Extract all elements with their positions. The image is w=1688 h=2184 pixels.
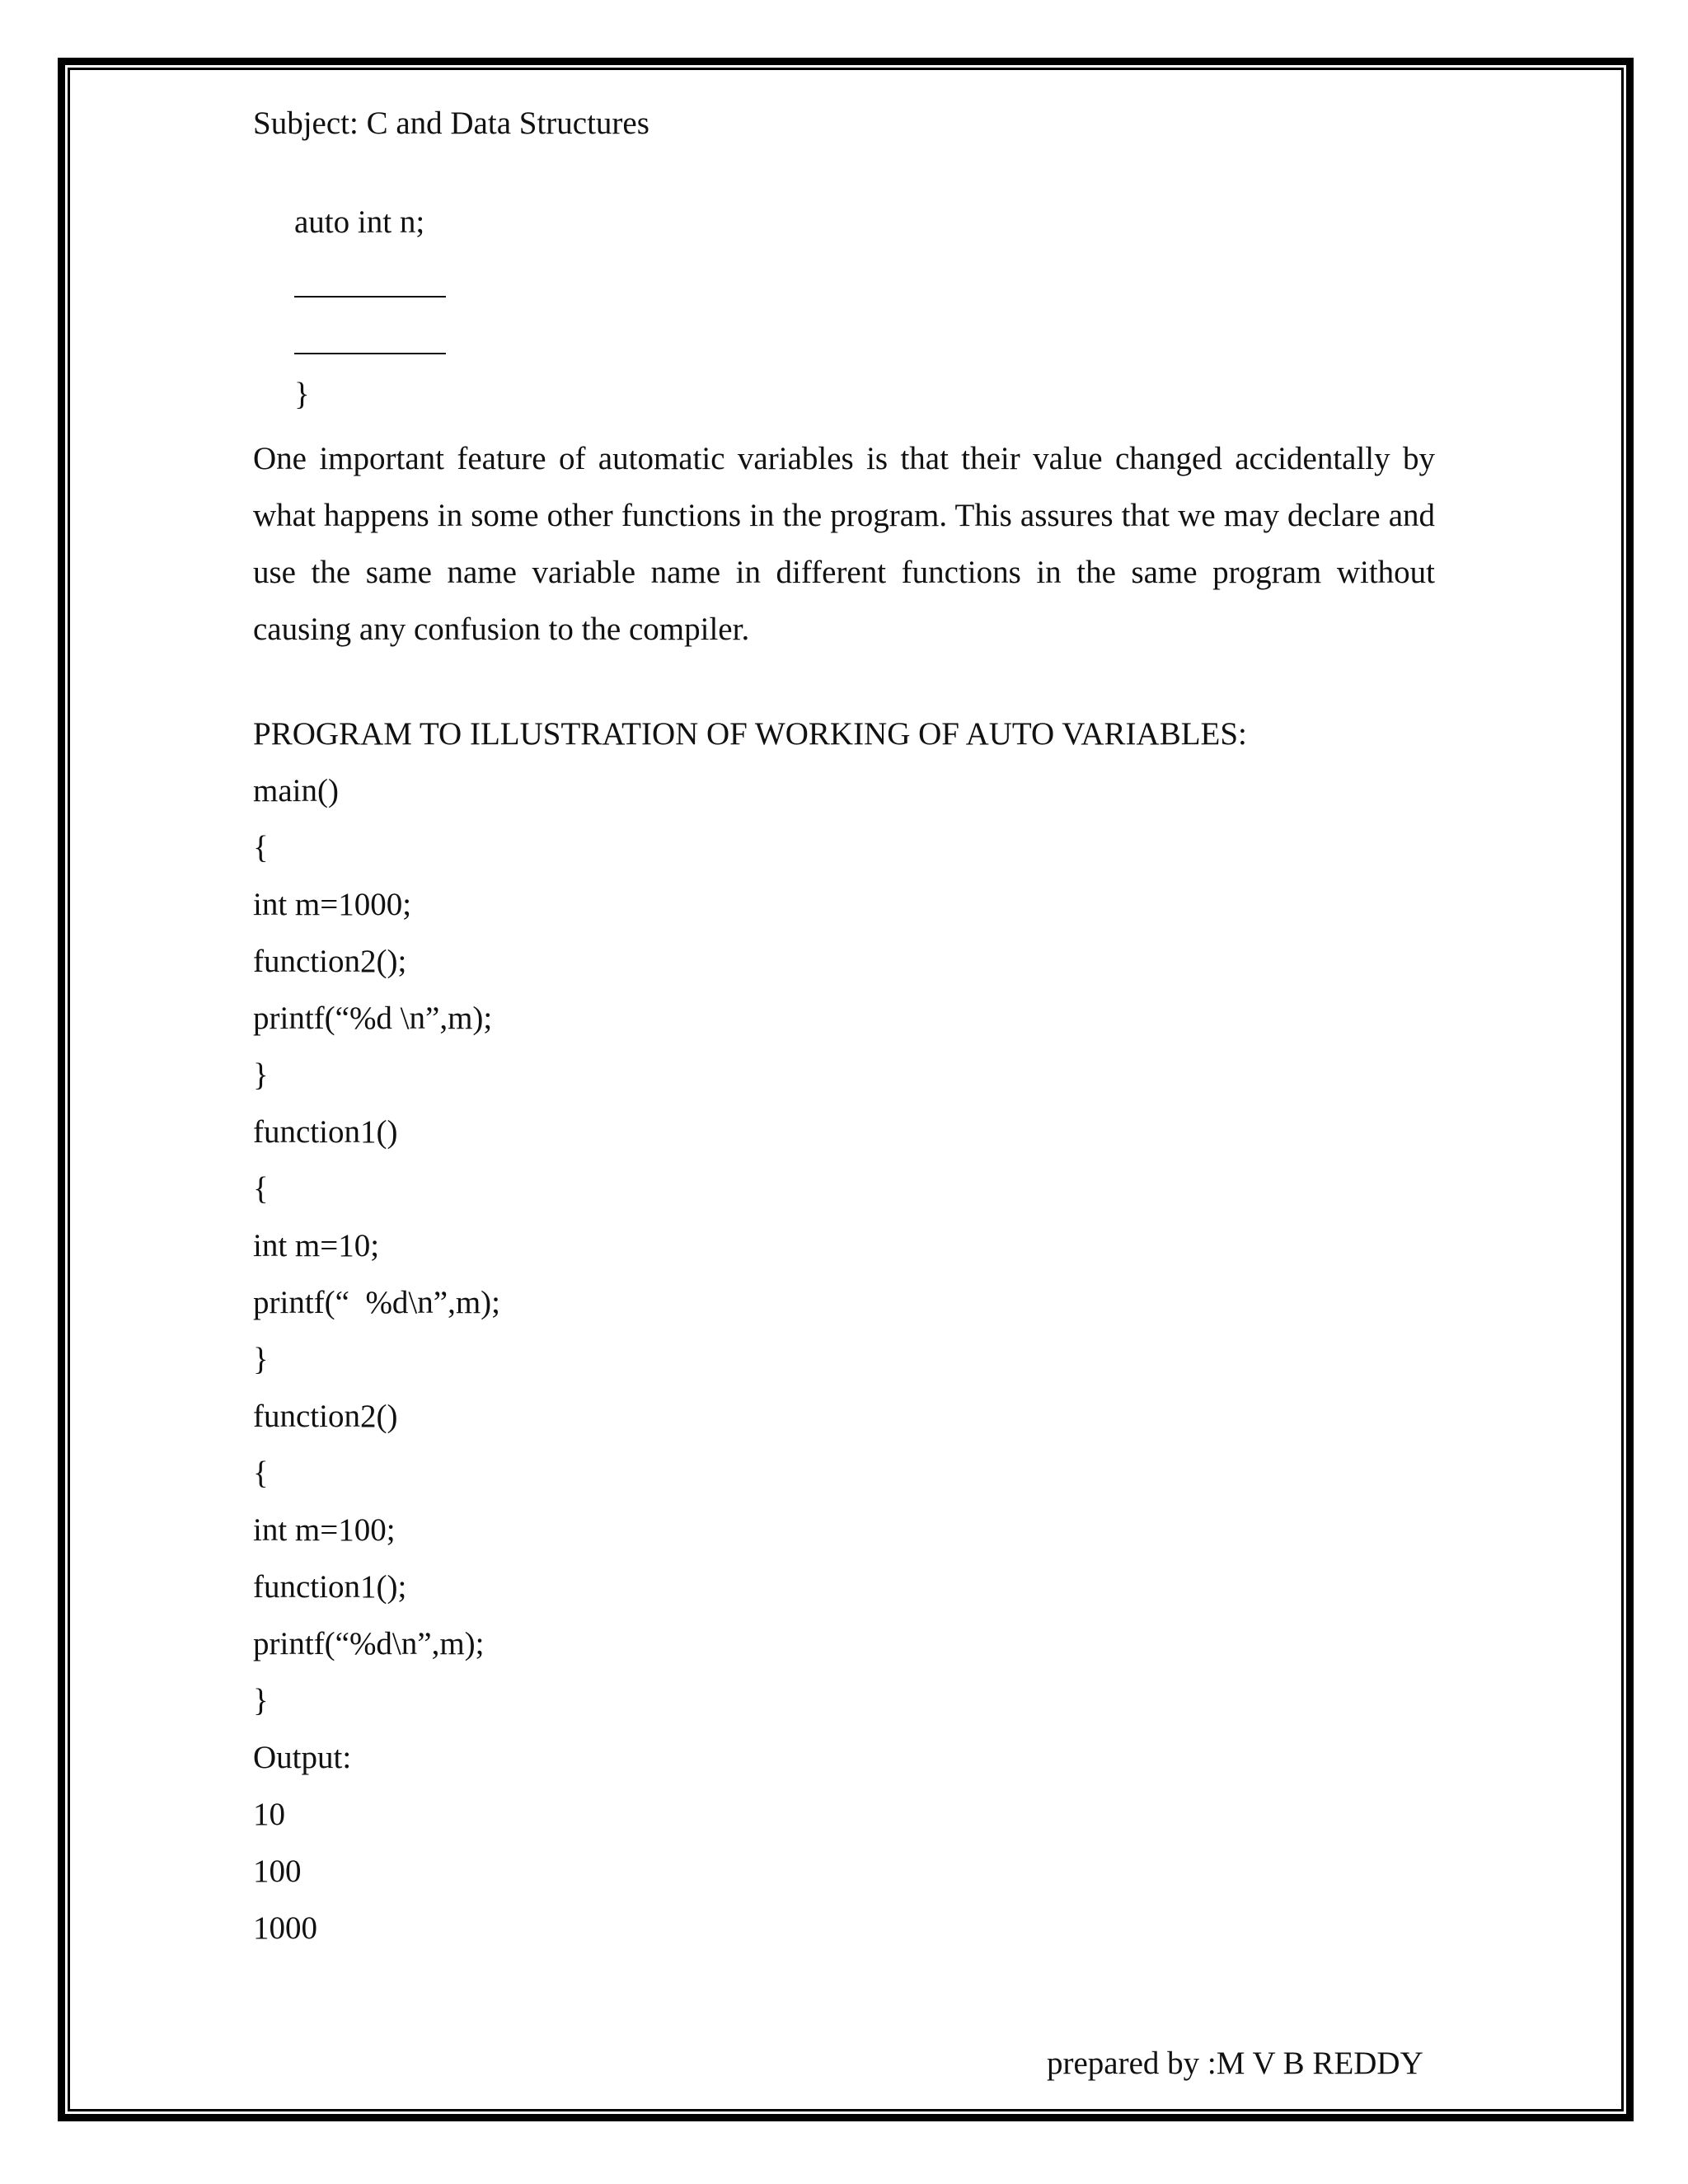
code-line: main() — [253, 773, 339, 808]
explanation-paragraph: One important feature of automatic variables is that their value changed accidentally by what happens in some other functions in the program. This assures that we may declare and use the same name variable name in different functions in the same program without causing any confusion to the compiler. — [253, 441, 1435, 647]
code-line: { — [253, 830, 269, 865]
code-line: { — [253, 1171, 269, 1207]
code-line: int m=1000; — [253, 887, 412, 922]
code-line: printf(“%d\n”,m); — [253, 1626, 485, 1661]
code-line: } — [253, 1683, 269, 1718]
auto-declaration-line: auto int n; — [294, 204, 425, 240]
code-line: function1(); — [253, 1569, 407, 1605]
code-line: printf(“ %d\n”,m); — [253, 1285, 500, 1320]
output-value: 1000 — [253, 1910, 317, 1946]
code-line: int m=100; — [253, 1512, 396, 1548]
code-line: } — [253, 1342, 269, 1377]
page-border-inner — [68, 68, 1624, 2111]
code-line: int m=10; — [253, 1228, 380, 1263]
code-line: function2() — [253, 1399, 398, 1434]
blank-line-rule — [294, 296, 446, 298]
output-value: 100 — [253, 1854, 302, 1889]
code-line: { — [253, 1455, 269, 1491]
code-line: printf(“%d \n”,m); — [253, 1001, 493, 1036]
code-line: function2(); — [253, 944, 407, 979]
footer-credit: prepared by :M V B REDDY — [1047, 2046, 1423, 2081]
program-heading: PROGRAM TO ILLUSTRATION OF WORKING OF AUTO VARIABLES: — [253, 716, 1247, 752]
code-line: function1() — [253, 1114, 398, 1150]
blank-line-rule — [294, 353, 446, 354]
code-line: } — [253, 1057, 269, 1093]
fragment-closing-brace: } — [294, 377, 310, 412]
subject-heading: Subject: C and Data Structures — [253, 105, 649, 141]
output-value: 10 — [253, 1797, 285, 1832]
output-label: Output: — [253, 1740, 352, 1775]
